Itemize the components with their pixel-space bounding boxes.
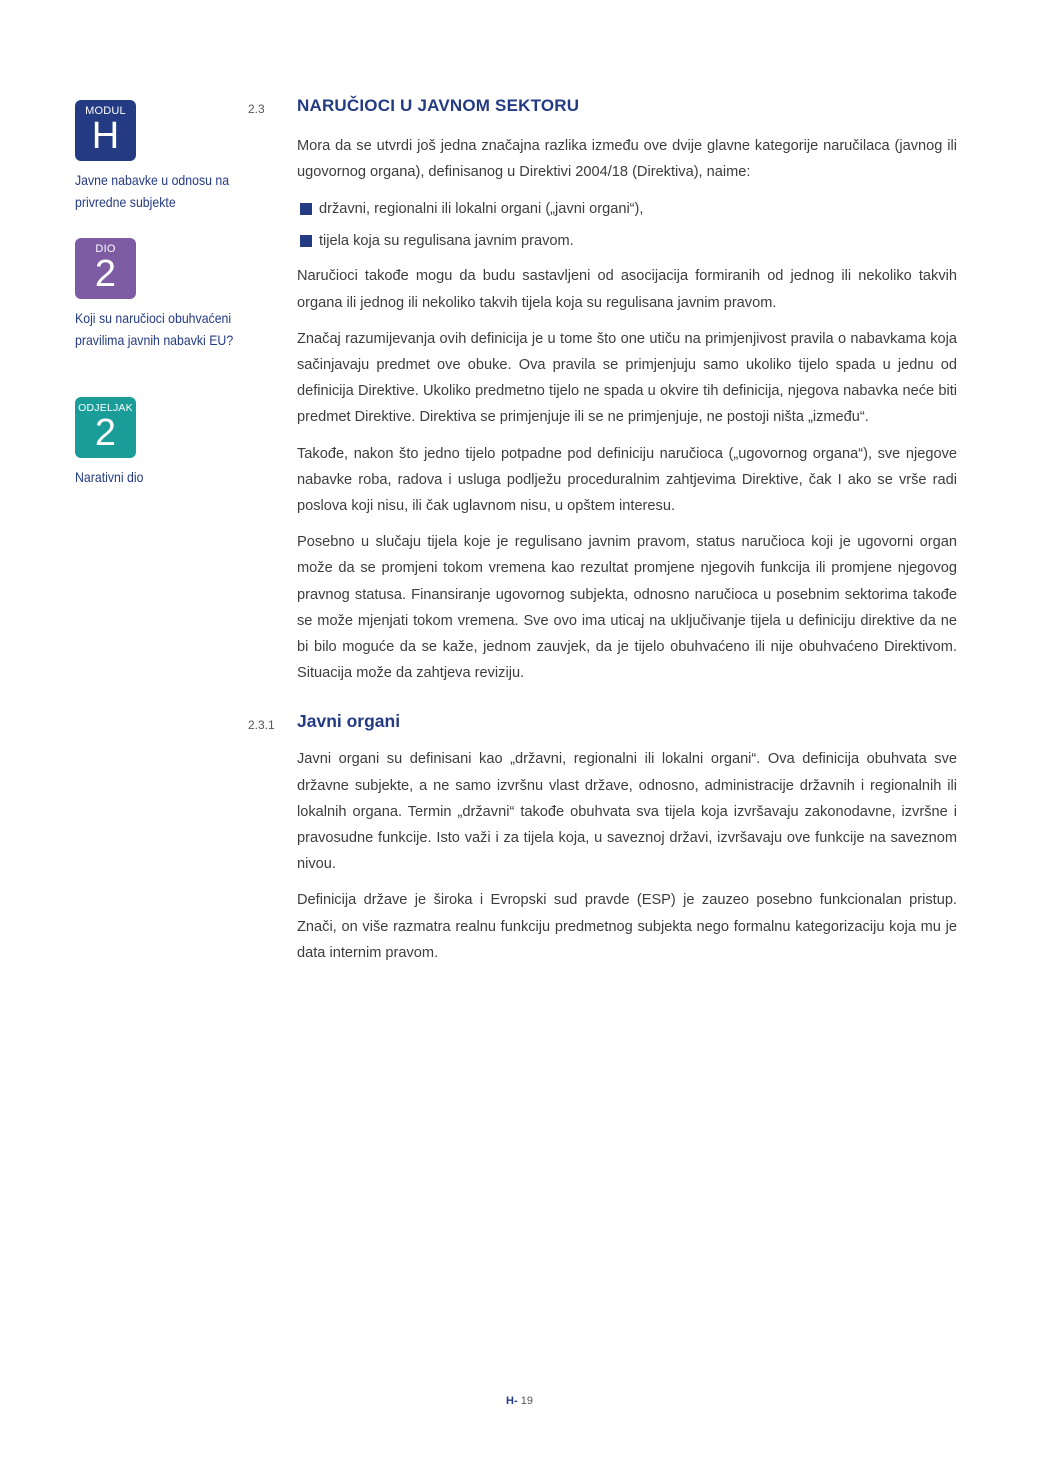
bullet-square-icon <box>300 203 312 215</box>
odjeljak-badge <box>75 397 136 458</box>
paragraph: Takođe, nakon što jedno tijelo potpadne pod definiciju naručioca („ugovornog organa“), sve njegove nabavke roba, radova i usluga podlježu proceduralnim zahtjevima Direktive, čak I ako se vrše radi poslova koji nisu, ili čak uglavnom nisu, u opštem interesu. <box>297 445 957 515</box>
page-number-value: 19 <box>517 1395 533 1407</box>
bullet-list <box>297 193 957 257</box>
page-module-prefix: H- <box>506 1395 518 1407</box>
section-number: 2.3 <box>248 102 265 116</box>
paragraph: Definicija države je široka i Evropski sud pravde (ESP) je zauzeo posebno funkcionalan pristup. Znači, on više razmatra realnu funkciju predmetnog subjekta nego formalnu kategorizaciju koja mu je data internim pravom. <box>297 892 957 961</box>
paragraph: Naručioci takođe mogu da budu sastavljeni od asocijacija formiranih od jednog ili nekoliko takvih organa ili jednog ili nekoliko takvih tijela koja su regulisana javnim pravom. <box>297 268 957 311</box>
subsection-number: 2.3.1 <box>248 718 275 733</box>
modul-description: Javne nabavke u odnosu na privredne subjekte <box>75 172 230 210</box>
modul-value: H <box>91 115 120 157</box>
subsection-title: Javni organi <box>297 711 401 732</box>
paragraph: Značaj razumijevanja ovih definicija je u tome što one utiču na primjenjivost pravila o nabavkama koja sačinjavaju predmet ove obuke. Ova pravila se primjenjuju samo ukoliko tijelo spada u jednu od definicija Direktive. Ukoliko predmetno tijelo ne spada u okvire tih definicija, njegova nabavka neće biti predmet Direktive. Direktiva se primjenjuje ili se ne primjenjuje, ne postoji ništa „između“. <box>297 330 957 426</box>
main-content <box>248 96 960 976</box>
section-title: NARUČIOCI U JAVNOM SEKTORU <box>297 96 580 115</box>
list-item-text: tijela koja su regulisana javnim pravom. <box>319 233 574 250</box>
section-body <box>297 133 957 686</box>
dio-badge <box>75 238 136 299</box>
bullet-square-icon <box>300 235 312 247</box>
dio-value: 2 <box>94 253 117 295</box>
modul-label: MODUL <box>85 105 126 117</box>
section-intro: Mora da se utvrdi još jedna značajna razlika između ove dvije glavne kategorije naručilaca (javnog ili ugovornog organa), definisanog u Direktivi 2004/18 (Direktiva), naime: <box>297 138 957 181</box>
list-item <box>297 193 957 225</box>
page-number <box>0 1395 1039 1407</box>
paragraph: Posebno u slučaju tijela koje je regulisano javnim pravom, status naručioca koji je ugovorni organ može da se promjeni tokom vremena kao rezultat promjene njegovih funkcija ili promjene njegovog pravnog statusa. Finansiranje ugovornog subjekta, odnosno naručioca u posebnim sektorima takođe se može mjenjati tokom vremena. Sve ovo ima uticaj na uključivanje tijela u definiciju direktive da ne bi bilo moguće da se kaže, jednom zauvjek, da je tijelo obuhvaćeno ili nije obuhvaćeno Direktivom. Situacija može da zahtjeva reviziju. <box>297 534 957 682</box>
odjeljak-label: ODJELJAK <box>78 402 133 414</box>
dio-description: Koji su naručioci obuhvaćeni pravilima javnih nabavki EU? <box>75 310 234 348</box>
list-item-text: državni, regionalni ili lokalni organi („javni organi“), <box>319 201 644 218</box>
odjeljak-description: Narativni dio <box>75 469 144 485</box>
subsection-body <box>297 746 957 966</box>
paragraph: Javni organi su definisani kao „državni, regionalni ili lokalni organi“. Ova definicija obuhvata sve državne subjekte, a ne samo izvršnu vlast države, odnosno, administracije državnih i regionalnih ili lokalnih organa. Termin „državni“ takođe obuhvata sva tijela koja izvršavaju zakonodavne, izvršne i pravosudne funkcije. Isto važi i za tijela koja, u saveznoj državi, izvršavaju ove funkcije na saveznom nivou. <box>297 751 957 873</box>
list-item <box>297 225 957 257</box>
dio-label: DIO <box>95 243 116 255</box>
odjeljak-value: 2 <box>94 412 117 454</box>
subsection-heading <box>248 712 960 738</box>
modul-badge <box>75 100 136 161</box>
section-heading <box>248 96 960 122</box>
